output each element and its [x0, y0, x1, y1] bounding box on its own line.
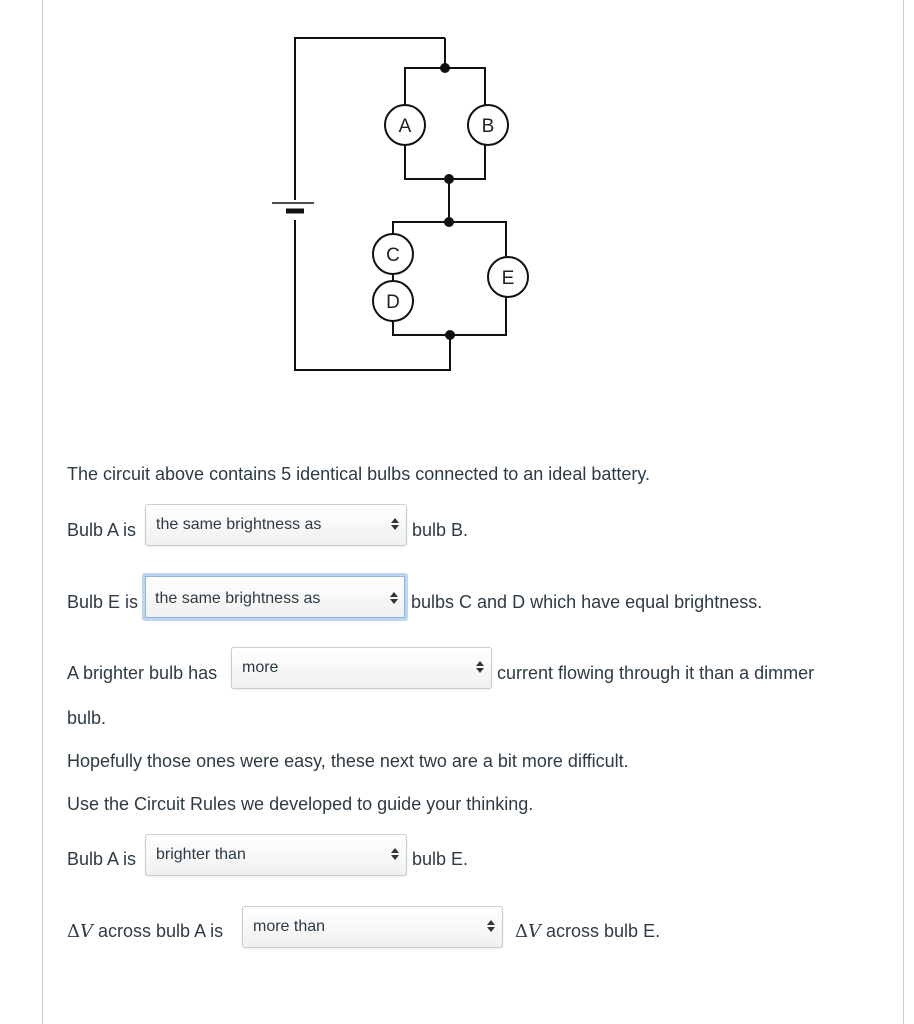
q3-continuation: bulb. [67, 708, 107, 728]
note-difficulty: Hopefully those ones were easy, these next two are a bit more difficult. [67, 751, 629, 771]
junction-dot [444, 217, 454, 227]
wire-ab-bottom [405, 142, 485, 179]
q4-dropdown[interactable] [145, 834, 407, 876]
delta-v-symbol [515, 921, 541, 942]
q1-suffix: bulb B. [412, 520, 469, 540]
q3-suffix: current flowing through it than a dimmer [497, 663, 815, 683]
v-symbol: V [528, 921, 541, 942]
select-arrows-icon [389, 590, 399, 606]
q5-selected-value: more than [253, 918, 326, 935]
q1-prefix: Bulb A is [67, 520, 137, 540]
select-arrows-icon [475, 659, 485, 675]
select-arrows-icon [390, 846, 400, 862]
bulb-a-label: A [398, 116, 412, 137]
delta-symbol: Δ [515, 921, 528, 942]
bulb-d-label: D [386, 292, 400, 313]
junction-dot [444, 174, 454, 184]
select-arrows-icon [486, 918, 496, 934]
q3-dropdown[interactable] [231, 647, 492, 689]
q2-suffix: bulbs C and D which have equal brightness. [411, 592, 763, 612]
bulb-c-label: C [386, 245, 400, 266]
q5-prefix-group [67, 921, 223, 942]
q4-selected-value: brighter than [156, 846, 246, 863]
q4-suffix: bulb E. [412, 849, 469, 869]
note-circuit-rules: Use the Circuit Rules we developed to guide your thinking. [67, 794, 534, 814]
select-arrows-icon [390, 516, 400, 532]
intro-text: The circuit above contains 5 identical bulbs connected to an ideal battery. [67, 464, 651, 484]
wire-ab-top [405, 68, 485, 110]
q4-prefix: Bulb A is [67, 849, 137, 869]
q2-dropdown[interactable] [142, 573, 408, 621]
bulb-b-label: B [481, 116, 495, 137]
q2-prefix: Bulb E is [67, 592, 139, 612]
q3-selected-value: more [242, 659, 279, 676]
q2-selected-value: the same brightness as [155, 590, 321, 607]
q1-dropdown[interactable] [145, 504, 407, 546]
q5-prefix: across bulb A is [98, 921, 224, 941]
circuit-diagram [260, 30, 550, 380]
q1-selected-value: the same brightness as [156, 516, 322, 533]
v-symbol: V [80, 921, 93, 942]
q3-prefix: A brighter bulb has [67, 663, 218, 683]
bulb-e-label: E [501, 268, 515, 289]
wire-bottom-left [295, 220, 450, 370]
q5-suffix: across bulb E. [546, 921, 661, 941]
delta-v-symbol [67, 921, 93, 942]
q5-suffix-group [515, 921, 660, 942]
delta-symbol: Δ [67, 921, 80, 942]
q5-dropdown[interactable] [242, 906, 503, 948]
junction-dot [440, 63, 450, 73]
junction-dot [445, 330, 455, 340]
